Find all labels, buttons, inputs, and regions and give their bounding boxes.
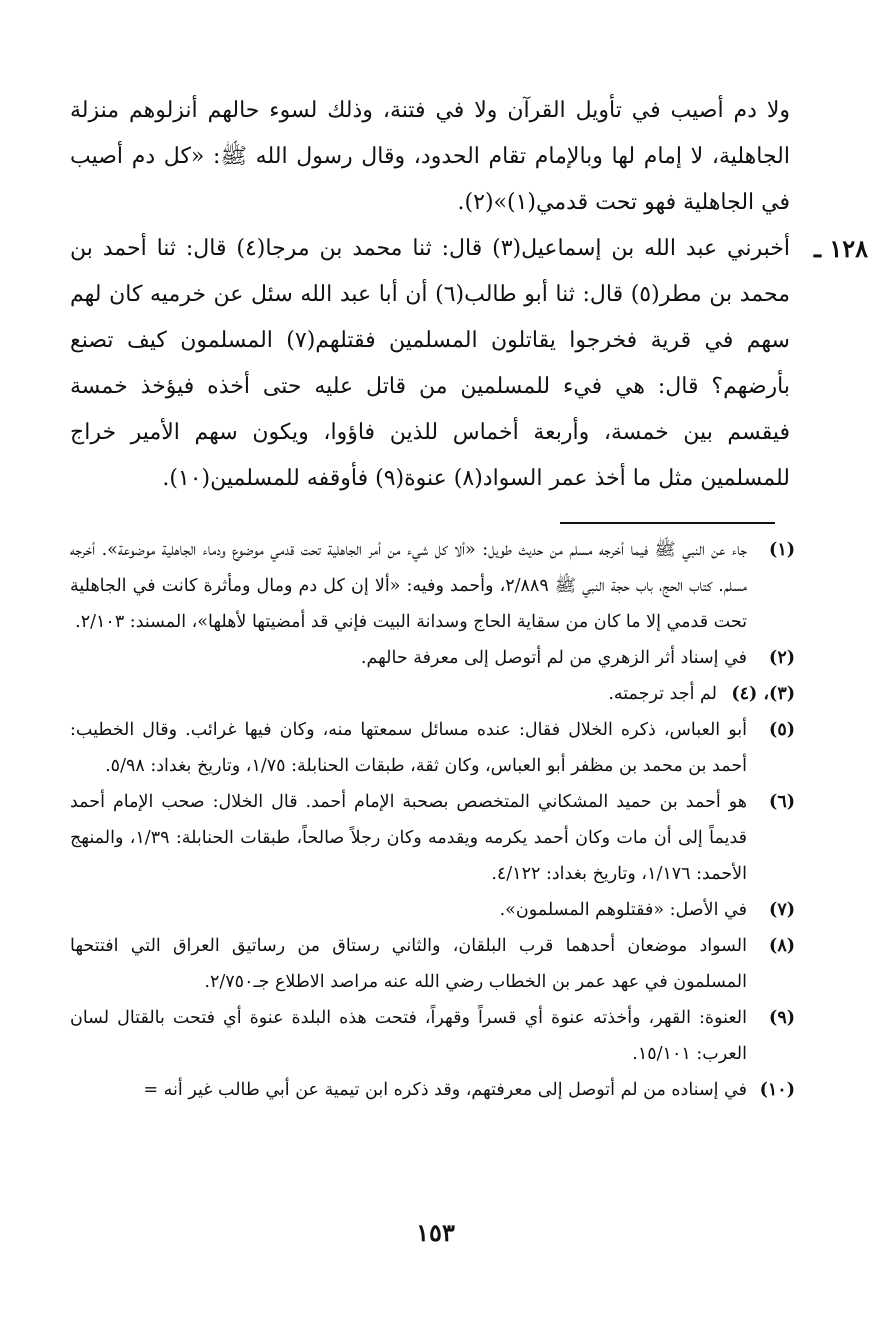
footnote-text: السواد موضعان أحدهما قرب البلقان، والثاني رستاق من رساتيق العراق التي افتتحها المسلمون في عهد عمر بن الخطاب رضي الله عنه مراصد الاطلاع جـ٢/٧٥٠. xyxy=(70,936,747,992)
footnote-text: أبو العباس، ذكره الخلال فقال: عنده مسائل سمعتها منه، وكان فيها غرائب. وقال الخطيب: أحمد بن محمد بن مظفر أبو العباس، وكان ثقة، طبقات الحنابلة: ١/٧٥، وتاريخ بغداد: ٥/٩٨. xyxy=(70,720,747,776)
page-number: ١٥٣ xyxy=(416,1218,455,1247)
main-text xyxy=(70,88,868,502)
footnote xyxy=(70,928,795,1000)
footnote-number: (٥) xyxy=(769,720,795,740)
footnote-number: (٢) xyxy=(769,648,795,668)
continuation-paragraph: ولا دم أصيب في تأويل القرآن ولا في فتنة، وذلك لسوء حالهم أنزلوهم منزلة الجاهلية، لا إمام لها وبالإمام تقام الحدود، وقال رسول الله ﷺ: «كل دم أصيب في الجاهلية فهو تحت قدمي(١)»(٢). xyxy=(70,98,790,215)
footnote-number: (٨) xyxy=(769,936,795,956)
footnote-text: في إسناده من لم أتوصل إلى معرفتهم، وقد ذكره ابن تيمية عن أبي طالب غير أنه = xyxy=(143,1080,747,1100)
footnote xyxy=(70,1000,795,1072)
narration-entry xyxy=(70,226,868,502)
footnote-number: (٣)، (٤) xyxy=(731,684,795,704)
footnote xyxy=(70,532,795,640)
footnote xyxy=(70,676,795,712)
footnote xyxy=(70,712,795,784)
footnote xyxy=(70,784,795,892)
footnote-text: جاء عن النبي ﷺ فيما أخرجه مسلم من حديث طويل: «ألا كل شيء من أمر الجاهلية تحت قدمي موضوع ودماء الجاهلية موضوعة». أخرجه مسلم. كتاب الحج، باب حجة النبي ﷺ ٢/٨٨٩، وأحمد وفيه: «ألا إن كل دم ومال ومأثرة كانت في الجاهلية تحت قدمي إلا ما كان من سقاية الحاج وسدانة البيت فإني قد أمضيتها لأهلها»، المسند: ٢/١٠٣. xyxy=(70,540,747,632)
footnote xyxy=(70,1072,795,1108)
footnote-number: (٧) xyxy=(769,900,795,920)
footnotes xyxy=(70,532,795,1108)
footnote-text: لم أجد ترجمته. xyxy=(608,684,717,704)
footnote xyxy=(70,892,795,928)
footnote-number: (٩) xyxy=(769,1008,795,1028)
footnote-text: في الأصل: «فقتلوهم المسلمون». xyxy=(499,900,747,920)
footnote-divider xyxy=(560,522,775,524)
footnote-number: (٦) xyxy=(769,792,795,812)
footnote-number: (١٠) xyxy=(759,1080,795,1100)
footnote-text: هو أحمد بن حميد المشكاني المتخصص بصحبة الإمام أحمد. قال الخلال: صحب الإمام أحمد قديماً إلى أن مات وكان أحمد يكرمه ويقدمه وكان رجلاً صالحاً، طبقات الحنابلة: ١/٣٩، والمنهج الأحمد: ١/١٧٦، وتاريخ بغداد: ٤/١٢٢. xyxy=(70,792,747,884)
entry-number: ١٢٨ ـ xyxy=(813,234,868,263)
footnote-number: (١) xyxy=(769,540,795,560)
footnote xyxy=(70,640,795,676)
entry-paragraph: أخبرني عبد الله بن إسماعيل(٣) قال: ثنا محمد بن مرجا(٤) قال: ثنا أحمد بن محمد بن مطر(٥) قال: ثنا أبو طالب(٦) أن أبا عبد الله سئل عن خرميه كان لهم سهم في قرية فخرجوا يقاتلون المسلمين فقتلهم(٧) المسلمون كيف تصنع بأرضهم؟ قال: هي فيء للمسلمين من قاتل عليه حتى أخذه فيؤخذ خمسة فيقسم بين خمسة، وأربعة أخماس للذين فاؤوا، ويكون سهم الأمير خراج للمسلمين مثل ما أخذ عمر السواد(٨) عنوة(٩) فأوقفه للمسلمين(١٠). xyxy=(70,236,790,491)
footnote-text: في إسناد أثر الزهري من لم أتوصل إلى معرفة حالهم. xyxy=(360,648,747,668)
footnote-text: العنوة: القهر، وأخذته عنوة أي قسراً وقهراً، فتحت هذه البلدة عنوة أي فتحت بالقتال لسان العرب: ١٥/١٠١. xyxy=(70,1008,747,1064)
